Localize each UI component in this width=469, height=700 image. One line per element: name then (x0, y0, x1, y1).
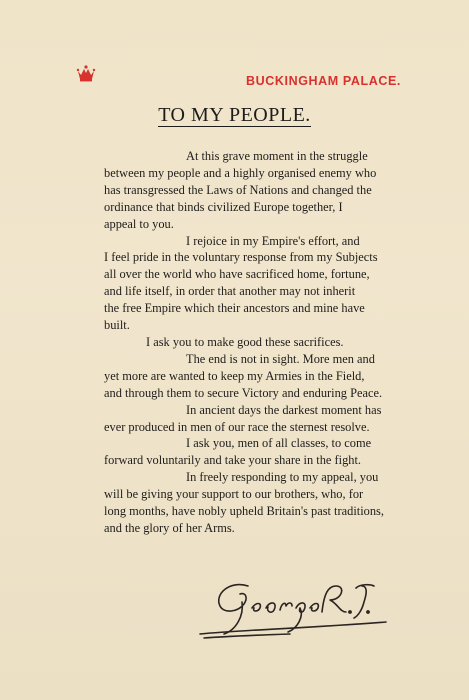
page-title (0, 104, 469, 127)
body-line: and the glory of her Arms. (104, 520, 235, 535)
body-line: and life itself, in order that another may not inherit (104, 284, 356, 299)
letterhead: BUCKINGHAM PALACE. (246, 74, 402, 88)
body-line: I ask you, men of all classes, to come (186, 436, 372, 451)
body-line: The end is not in sight. More men and (186, 351, 375, 366)
crown-icon (76, 64, 96, 82)
signature (190, 572, 400, 644)
page-title-text: TO MY PEOPLE. (158, 104, 311, 126)
body-line: ordinance that binds civilized Europe together, I (104, 199, 343, 214)
body-line: ever produced in men of our race the sternest resolve. (104, 419, 370, 434)
body-line: I rejoice in my Empire's effort, and (186, 233, 360, 248)
body-line: At this grave moment in the struggle (186, 149, 368, 163)
body-line: all over the world who have sacrificed home, fortune, (104, 267, 370, 282)
body-line: between my people and a highly organised enemy who (104, 165, 377, 180)
body-line: forward voluntarily and take your share in the fight. (104, 453, 362, 468)
body-line: built. (104, 318, 130, 333)
body-line: and through them to secure Victory and enduring Peace. (104, 385, 383, 400)
body-line: yet more are wanted to keep my Armies in the Field, (104, 368, 365, 383)
body-line: In ancient days the darkest moment has (186, 402, 382, 417)
body-line: the free Empire which their ancestors and mine have (104, 301, 365, 316)
body-line: I ask you to make good these sacrifices. (146, 334, 344, 349)
proclamation-body (104, 148, 408, 537)
body-line: long months, have nobly upheld Britain's past traditions, (104, 504, 384, 519)
body-line: In freely responding to my appeal, you (186, 470, 379, 485)
body-line: appeal to you. (104, 216, 174, 231)
body-line: I feel pride in the voluntary response from my Subjects (104, 250, 378, 265)
body-line: has transgressed the Laws of Nations and changed the (104, 182, 372, 197)
body-line: will be giving your support to our brothers, who, for (104, 487, 364, 502)
